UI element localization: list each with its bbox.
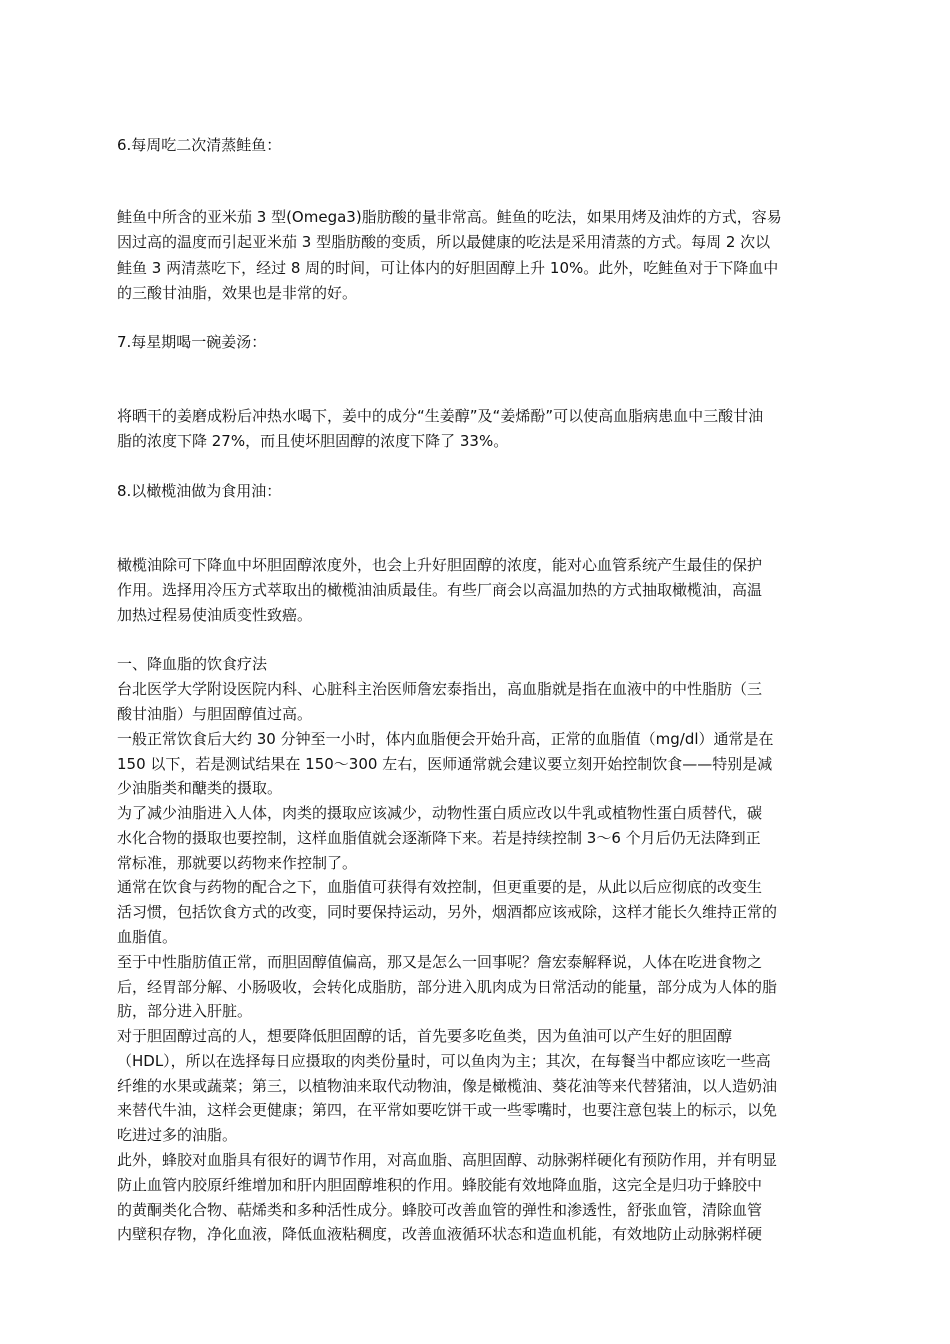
section-7-line: 脂的浓度下降 27%，而且使坏胆固醇的浓度下降了 33%。 — [117, 432, 509, 450]
part-1-line: 来替代牛油，这样会更健康；第四，在平常如要吃饼干或一些零嘴时，也要注意包装上的标示，以免 — [117, 1101, 778, 1119]
part-1-line: 的黄酮类化合物、萜烯类和多种活性成分。蜂胶可改善血管的弹性和渗透性，舒张血管，清除血管 — [117, 1201, 763, 1219]
section-8-line: 作用。选择用冷压方式萃取出的橄榄油油质最佳。有些厂商会以高温加热的方式抽取橄榄油，高温 — [117, 581, 763, 599]
part-1-line: 防止血管内胶原纤维增加和肝内胆固醇堆积的作用。蜂胶能有效地降血脂，这完全是归功于蜂胶中 — [117, 1176, 763, 1194]
part-1-heading: 一、降血脂的饮食疗法 — [117, 655, 268, 673]
part-1-line: （HDL），所以在选择每日应摄取的肉类份量时，可以鱼肉为主；其次，在每餐当中都应该吃一些高 — [117, 1052, 771, 1070]
section-8-line: 橄榄油除可下降血中坏胆固醇浓度外，也会上升好胆固醇的浓度，能对心血管系统产生最佳的保护 — [117, 556, 763, 574]
part-1-line: 酸甘油脂）与胆固醇值过高。 — [117, 705, 313, 723]
part-1-line: 肪，部分进入肝脏。 — [117, 1002, 253, 1020]
section-6-line: 鲑鱼中所含的亚米茄 3 型(Omega3)脂肪酸的量非常高。鲑鱼的吃法，如果用烤及油炸的方式，容易 — [117, 208, 782, 226]
part-1-line: 通常在饮食与药物的配合之下，血脂值可获得有效控制，但更重要的是，从此以后应彻底的改变生 — [117, 878, 763, 896]
section-8-heading: 8.以橄榄油做为食用油： — [117, 482, 282, 500]
part-1-line: 台北医学大学附设医院内科、心脏科主治医师詹宏泰指出，高血脂就是指在血液中的中性脂肪（三 — [117, 680, 763, 698]
part-1-line: 少油脂类和醣类的摄取。 — [117, 779, 283, 797]
part-1-line: 后，经胃部分解、小肠吸收，会转化成脂肪，部分进入肌肉成为日常活动的能量，部分成为人体的脂 — [117, 978, 778, 996]
part-1-line: 对于胆固醇过高的人，想要降低胆固醇的话，首先要多吃鱼类，因为鱼油可以产生好的胆固醇 — [117, 1027, 733, 1045]
section-6-line: 因过高的温度而引起亚米茄 3 型脂肪酸的变质，所以最健康的吃法是采用清蒸的方式。每周 2 次以 — [117, 233, 771, 251]
part-1-line: 吃进过多的油脂。 — [117, 1126, 238, 1144]
section-6-line: 的三酸甘油脂，效果也是非常的好。 — [117, 284, 358, 302]
section-7-heading: 7.每星期喝一碗姜汤： — [117, 333, 267, 351]
part-1-line: 一般正常饮食后大约 30 分钟至一小时，体内血脂便会开始升高，正常的血脂值（mg/dl）通常是在 — [117, 730, 774, 748]
part-1-line: 为了减少油脂进入人体，肉类的摄取应该减少，动物性蛋白质应改以牛乳或植物性蛋白质替代，碳 — [117, 804, 763, 822]
section-6-line: 鲑鱼 3 两清蒸吃下，经过 8 周的时间，可让体内的好胆固醇上升 10%。此外，吃鲑鱼对于下降血中 — [117, 259, 779, 277]
part-1-line: 活习惯，包括饮食方式的改变，同时要保持运动，另外，烟酒都应该戒除，这样才能长久维持正常的 — [117, 903, 778, 921]
part-1-line: 此外，蜂胶对血脂具有很好的调节作用，对高血脂、高胆固醇、动脉粥样硬化有预防作用，并有明显 — [117, 1151, 778, 1169]
section-7-line: 将晒干的姜磨成粉后冲热水喝下，姜中的成分“生姜醇”及“姜烯酚”可以使高血脂病患血中三酸甘油 — [117, 407, 764, 425]
part-1-line: 水化合物的摄取也要控制，这样血脂值就会逐渐降下来。若是持续控制 3～6 个月后仍无法降到正 — [117, 829, 761, 847]
part-1-line: 150 以下，若是测试结果在 150～300 左右，医师通常就会建议要立刻开始控制饮食——特别是减 — [117, 755, 773, 773]
section-6-heading: 6.每周吃二次清蒸鲑鱼： — [117, 136, 282, 154]
part-1-line: 内壁积存物，净化血液，降低血液粘稠度，改善血液循环状态和造血机能，有效地防止动脉粥样硬 — [117, 1225, 763, 1243]
part-1-line: 常标准，那就要以药物来作控制了。 — [117, 854, 358, 872]
part-1-line: 纤维的水果或蔬菜；第三，以植物油来取代动物油，像是橄榄油、葵花油等来代替猪油，以人造奶油 — [117, 1077, 778, 1095]
part-1-line: 至于中性脂肪值正常，而胆固醇值偏高，那又是怎么一回事呢？詹宏泰解释说，人体在吃进食物之 — [117, 953, 763, 971]
part-1-line: 血脂值。 — [117, 928, 178, 946]
section-8-line: 加热过程易使油质变性致癌。 — [117, 606, 313, 624]
